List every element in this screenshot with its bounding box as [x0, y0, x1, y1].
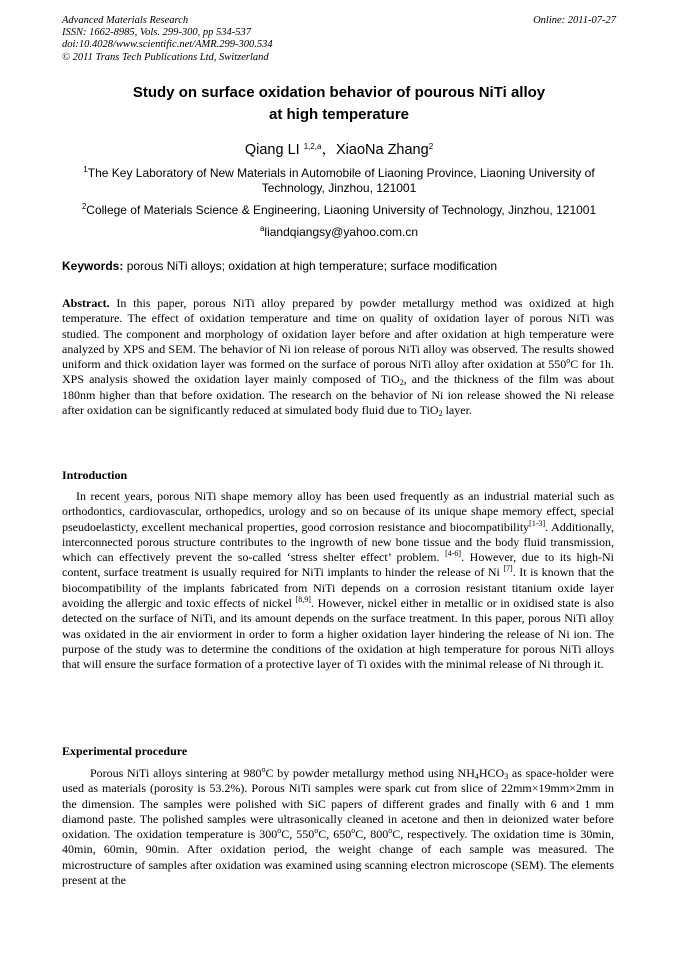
author-separator: ， [321, 142, 336, 158]
citation: [1-3] [529, 518, 546, 528]
introduction-paragraph [62, 489, 614, 673]
abstract-text-3: , and the thickness of the film was about 180nm higher than that before oxidation. The research on the behavior of Ni ion release showed the Ni release after oxidation can be significantly reduced at simulated body fluid due to TiO [62, 372, 614, 418]
affiliation-2 [62, 203, 616, 218]
journal-issn: ISSN: 1662-8985, Vols. 299-300, pp 534-537 [62, 27, 251, 39]
degree-mark: o [566, 356, 571, 366]
keywords-text: porous NiTi alloys; oxidation at high temperature; surface modification [123, 259, 498, 273]
degree-mark: o [277, 826, 282, 836]
subscript: 4 [474, 772, 479, 781]
title-line-1: Study on surface oxidation behavior of pourous NiTi alloy [132, 84, 546, 101]
author-email [62, 225, 616, 240]
author-list [62, 141, 616, 159]
author-1-name: Qiang LI [244, 142, 304, 158]
title-line-2: at high temperature [268, 106, 410, 123]
degree-mark: o [314, 826, 319, 836]
keywords-label: Keywords: [62, 259, 124, 273]
journal-copyright: © 2011 Trans Tech Publications Ltd, Switzerland [62, 51, 269, 63]
abstract-text-4: layer. [442, 403, 472, 418]
abstract [62, 296, 614, 418]
exp-text-6: C, 650 [318, 827, 352, 842]
affiliation-2-mark: 2 [81, 202, 87, 211]
section-heading-experimental: Experimental procedure [62, 744, 188, 758]
email-address[interactable]: liandqiangsy@yahoo.com.cn [264, 225, 419, 239]
subscript: 2 [399, 378, 404, 388]
experimental-paragraph [62, 766, 614, 888]
intro-text-3: . However, due to its high-Ni content, surface treatment is usually required for NiTi implants to hinder the release of Ni [62, 550, 614, 580]
journal-header [62, 15, 273, 64]
affiliation-1-mark: 1 [83, 165, 88, 174]
degree-mark: o [261, 765, 266, 774]
exp-text-8: C, respectively. The oxidation time is 30min, 40min, 60min, 90min. After oxidation period, the weight change of each sample was measured. The microstructure of samples after oxidation was examined using scanning electron microscope (SEM). The elements present at the [62, 827, 614, 888]
affiliation-1-line-2: Technology, Jinzhou, 121001 [261, 181, 417, 195]
abstract-text-2: C for 1h. XPS analysis showed the oxidation layer mainly composed of TiO [62, 357, 614, 387]
author-2-name: XiaoNa Zhang [335, 142, 429, 158]
affiliation-1 [62, 166, 616, 196]
citation: [4-6] [445, 549, 462, 559]
section-heading-introduction: Introduction [62, 468, 128, 482]
abstract-text-1: In this paper, porous NiTi alloy prepared by powder metallurgy method was oxidized at high temperature. The effect of oxidation temperature and time on quality of oxidation layer of porous NiTi was studied. The component and morphology of oxidation layer before and after oxidation at high temperature were analyzed by XPS and SEM. The behavior of Ni ion release of porous NiTi alloy was observed. The results showed uniform and thick oxidation layer was formed on the surface of porous NiTi alloy after oxidation at 550 [62, 296, 614, 372]
degree-mark: o [388, 826, 393, 836]
degree-mark: o [351, 826, 356, 836]
intro-text-1: In recent years, porous NiTi shape memory alloy has been used frequently as an industrial material such as orthodontics, cardiovascular, orthopedics, urology and so on because of its unique shape memory effect, special pseudoelasticty, excellent mechanical properties, good corrosion resistance and biocompatibility [62, 489, 614, 534]
exp-text-2: C by powder metallurgy method using NH [265, 766, 475, 780]
online-date: Online: 2011-07-27 [533, 15, 616, 26]
affiliation-2-text: College of Materials Science & Engineering, Liaoning University of Technology, Jinzhou, 121001 [86, 203, 597, 217]
citation: [7] [503, 564, 513, 574]
subscript: 3 [504, 772, 509, 781]
keywords [62, 259, 616, 274]
affiliation-1-line-1: The Key Laboratory of New Materials in Automobile of Liaoning Province, Liaoning University of [87, 166, 595, 180]
intro-text-2: . Additionally, interconnected porous structure contributes to the ingrowth of new bone tissue and the body fluid transmission, which can effectively prevent the so-called ‘stress shelter effect’ problem. [62, 519, 614, 565]
abstract-label: Abstract. [62, 296, 110, 310]
intro-text-5: . However, nickel either in metallic or in oxidised state is also detected on the surface of NiTi, and its amount depends on the surface treatment. In this paper, porous NiTi alloy was oxidated in the air enviorment in order to form a higher oxidation layer hindering the release of Ni ion. The purpose of the study was to determine the conditions of the oxidation at high temperature for porous NiTi alloys that will ensure the surface formation of a protective layer of Ti oxides with the minimal release of Ni through it. [62, 596, 615, 672]
exp-text-3: HCO [478, 766, 505, 780]
email-mark: a [259, 224, 265, 233]
paper-title [62, 82, 616, 126]
citation: [8,9] [295, 595, 311, 605]
exp-text-5: C, 550 [281, 827, 315, 842]
journal-doi: doi:10.4028/www.scientific.net/AMR.299-300.534 [62, 39, 273, 51]
exp-text-4: as space-holder were used as materials (porosity is 53.2%). Porous NiTi samples were spark cut from slice of 22mm×19mm×2mm in the dimension. The samples were polished with SiC papers of different grades and finally with 6 and 1 mm diamond paste. The polished samples were ultrasonically cleaned in acetone and then in deionized water before oxidation. The oxidation temperature is 300 [62, 766, 614, 842]
subscript: 2 [438, 409, 443, 419]
exp-text-7: C, 800 [355, 827, 389, 842]
author-2-affil: 2 [428, 142, 434, 151]
journal-name: Advanced Materials Research [62, 15, 189, 26]
exp-text-1: Porous NiTi alloys sintering at 980 [90, 766, 262, 780]
author-1-affil: 1,2,a [303, 142, 322, 151]
intro-text-4: . It is known that the biocompatibility of the implants fabricated from NiTi depends on a corrosion resistant titanium oxide layer avoiding the allergic and toxic effects of nickel [62, 565, 615, 611]
